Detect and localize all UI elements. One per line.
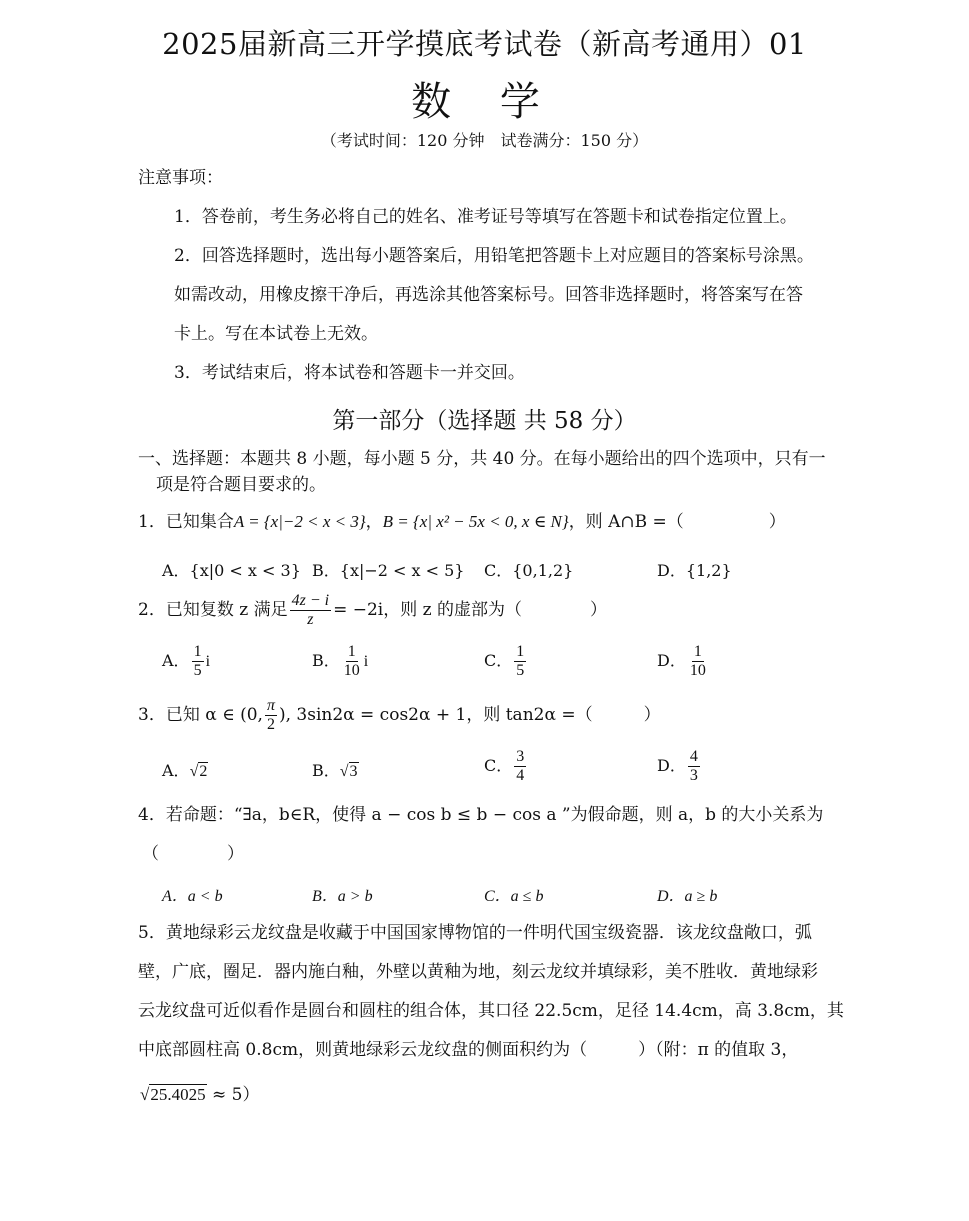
q2-frac-denominator: z — [307, 611, 314, 628]
question-2-stem — [138, 592, 607, 629]
q3-option-c[interactable] — [484, 748, 528, 785]
q4-option-b[interactable]: B．a > b — [312, 888, 373, 905]
q2-c-den: 5 — [516, 662, 525, 679]
note-item-2-cont2: 卡上。写在本试卷上无效。 — [174, 324, 378, 344]
q4-option-a[interactable]: A．a < b — [162, 888, 223, 905]
question-3-stem — [138, 697, 661, 734]
q2-c-label: C． — [484, 651, 513, 670]
q1-suffix: ，则 A∩B =（ ） — [568, 512, 786, 532]
q3-d-label: D． — [657, 756, 686, 775]
q2-option-a[interactable] — [162, 643, 210, 680]
q1-prefix: 1．已知集合 — [138, 512, 234, 532]
q2-b-den: 10 — [343, 662, 360, 679]
q2-fraction — [290, 592, 331, 629]
q3-option-a[interactable] — [162, 758, 208, 781]
note-item-1: 1．答卷前，考生务必将自己的姓名、准考证号等填写在答题卡和试卷指定位置上。 — [174, 207, 797, 227]
q3-option-d[interactable] — [657, 748, 702, 785]
q1-set-a: A = {x|−2 < x < 3} — [233, 512, 366, 531]
exam-title: 2025届新高三开学摸底考试卷（新高考通用）01 — [162, 27, 807, 61]
section-instructions: 一、选择题：本题共 8 小题，每小题 5 分，共 40 分。在每小题给出的四个选项中，只有一 — [138, 449, 826, 469]
q3-prefix: 3．已知 α ∈ (0, — [138, 705, 263, 725]
q2-d-label: D． — [657, 651, 686, 670]
q1-option-a[interactable]: A．{x|0 < x < 3} — [162, 561, 301, 580]
q3-c-label: C． — [484, 756, 513, 775]
q1-option-d[interactable]: D．{1,2} — [657, 561, 732, 580]
notes-heading: 注意事项： — [138, 168, 223, 188]
q2-c-num: 1 — [516, 643, 525, 660]
q5-radicand: 25.4025 — [150, 1085, 206, 1104]
note-item-3: 3．考试结束后，将本试卷和答题卡一并交回。 — [174, 363, 525, 383]
note-item-2: 2．回答选择题时，选出每小题答案后，用铅笔把答题卡上对应题目的答案标号涂黑。 — [174, 246, 814, 266]
q2-suffix: = −2i，则 z 的虚部为（ ） — [333, 600, 607, 620]
q3-frac-numerator: π — [266, 697, 275, 714]
q1-separator: ， — [365, 512, 383, 532]
q2-d-num: 1 — [693, 643, 702, 660]
q3-frac-denominator: 2 — [266, 716, 275, 733]
note-item-2-cont: 如需改动，用橡皮擦干净后，再选涂其他答案标号。回答非选择题时，将答案写在答 — [174, 285, 803, 305]
question-5-line-5 — [140, 1084, 259, 1106]
q3-a-sqrt: √2 — [189, 763, 208, 780]
section-instructions-cont: 项是符合题目要求的。 — [156, 475, 326, 495]
q3-b-radicand: 3 — [349, 763, 358, 780]
q5-approx: ≈ 5） — [212, 1085, 260, 1105]
q4-option-d[interactable]: D．a ≥ b — [657, 888, 718, 905]
q3-c-den: 4 — [516, 767, 525, 784]
question-5-line-2: 壁，广底，圈足．器内施白釉，外壁以黄釉为地，刻云龙纹并填绿彩，美不胜收．黄地绿彩 — [138, 962, 818, 982]
q3-a-radicand: 2 — [199, 763, 208, 780]
q3-d-den: 3 — [689, 767, 698, 784]
q1-option-c[interactable]: C．{0,1,2} — [484, 561, 574, 580]
q2-a-tail: i — [205, 653, 211, 670]
question-5-line-4: 中底部圆柱高 0.8cm，则黄地绿彩云龙纹盘的侧面积约为（ ）（附：π 的值取 3， — [138, 1040, 799, 1060]
q2-a-label: A． — [162, 651, 190, 670]
q3-d-num: 4 — [689, 748, 698, 765]
q2-option-d[interactable] — [657, 643, 710, 680]
q1-set-b: B = {x| x² − 5x < 0, x ∈ N} — [382, 512, 569, 531]
q3-a-label: A． — [162, 761, 190, 780]
q3-c-num: 3 — [516, 748, 525, 765]
q3-suffix: ), 3sin2α = cos2α + 1，则 tan2α =（ ） — [278, 705, 661, 725]
subject-title: 数 学 — [411, 79, 558, 125]
q3-b-sqrt: √3 — [339, 763, 358, 780]
section-title: 第一部分（选择题 共 58 分） — [332, 408, 637, 434]
q2-a-num: 1 — [193, 643, 202, 660]
q2-prefix: 2．已知复数 z 满足 — [138, 600, 288, 620]
q4-option-c[interactable]: C．a ≤ b — [484, 888, 544, 905]
q2-b-tail: i — [363, 653, 369, 670]
q2-b-label: B． — [312, 651, 340, 670]
q4-answer-paren: （ ） — [142, 844, 244, 864]
q2-b-num: 1 — [347, 643, 356, 660]
exam-info: （考试时间：120 分钟 试卷满分：150 分） — [320, 131, 649, 150]
question-5-line-1: 5．黄地绿彩云龙纹盘是收藏于中国国家博物馆的一件明代国宝级瓷器．该龙纹盘敞口，弧 — [138, 923, 812, 943]
question-5-line-3: 云龙纹盘可近似看作是圆台和圆柱的组合体，其口径 22.5cm，足径 14.4cm，高 3.8cm，其 — [138, 1001, 844, 1021]
q1-option-b[interactable]: B．{x|−2 < x < 5} — [312, 561, 465, 580]
q2-option-b[interactable] — [312, 643, 368, 680]
question-4-stem: 4．若命题：“∃a，b∈R，使得 a − cos b ≤ b − cos a ”为假命题，则 a，b 的大小关系为 — [138, 805, 824, 825]
q5-sqrt: √25.4025 — [140, 1085, 206, 1104]
question-1-stem — [138, 511, 786, 533]
q3-b-label: B． — [312, 761, 340, 780]
q2-frac-numerator: 4z − i — [291, 592, 330, 609]
q3-option-b[interactable] — [312, 758, 359, 781]
q3-fraction — [265, 697, 277, 734]
q2-d-den: 10 — [689, 662, 706, 679]
q2-option-c[interactable] — [484, 643, 528, 680]
q2-a-den: 5 — [193, 662, 202, 679]
